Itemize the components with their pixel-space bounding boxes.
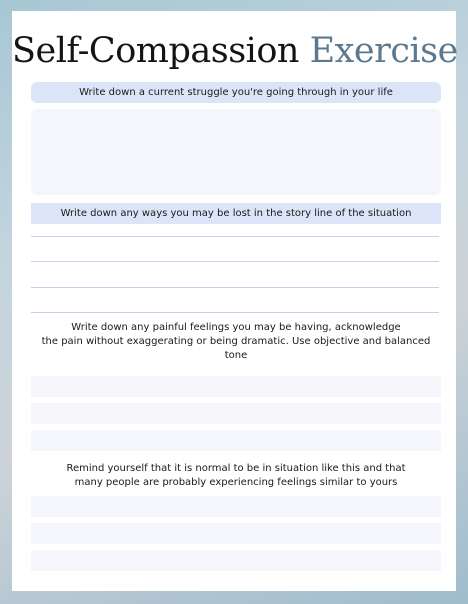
storyline-prompt: Write down any ways you may be lost in the story line of the situation: [31, 203, 441, 224]
worksheet-page: [12, 11, 456, 591]
feelings-prompt-line: tone: [224, 350, 248, 361]
feelings-prompt-line: the pain without exaggerating or being dramatic. Use objective and balanced: [41, 336, 431, 347]
normal-answer-row[interactable]: [31, 523, 441, 544]
feelings-prompt-line: Write down any painful feelings you may be having, acknowledge: [71, 322, 401, 333]
storyline-answer-line[interactable]: [31, 287, 439, 288]
title-part-exercise: Exercise: [309, 31, 458, 71]
storyline-answer-line[interactable]: [31, 261, 439, 262]
normal-prompt-line: Remind yourself that it is normal to be in situation like this and that: [66, 463, 406, 474]
page-title: [12, 31, 456, 71]
struggle-answer-box[interactable]: [31, 109, 441, 195]
normal-prompt-line: many people are probably experiencing feelings similar to yours: [74, 477, 398, 488]
normal-answer-row[interactable]: [31, 496, 441, 517]
storyline-answer-line[interactable]: [31, 312, 439, 313]
feelings-answer-row[interactable]: [31, 376, 441, 397]
feelings-answer-row[interactable]: [31, 430, 441, 451]
storyline-answer-line[interactable]: [31, 236, 439, 237]
normal-answer-row[interactable]: [31, 550, 441, 571]
feelings-answer-row[interactable]: [31, 403, 441, 424]
title-part-self-compassion: Self-Compassion: [12, 31, 299, 71]
feelings-prompt: [31, 321, 441, 363]
struggle-prompt: Write down a current struggle you're going through in your life: [31, 82, 441, 103]
normal-prompt: [31, 462, 441, 490]
